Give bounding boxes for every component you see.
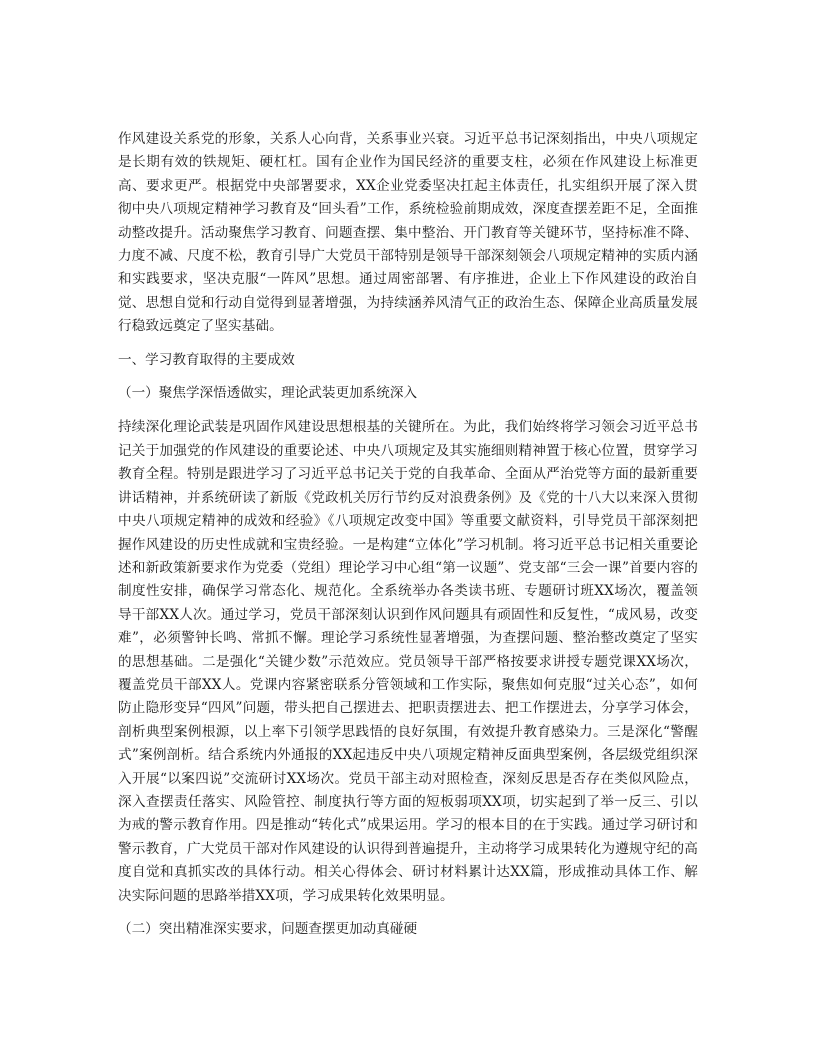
subsection-1-paragraph: 持续深化理论武装是巩固作风建设思想根基的关键所在。为此，我们始终将学习领会习近平总书记关于加强党的作风建设的重要论述、中央八项规定及其实施细则精神置于核心位置，贯穿学习教育全程。特别是跟进学习了习近平总书记关于党的自我革命、全面从严治党等方面的最新重要讲话精神，并系统研读了新版《党政机关厉行节约反对浪费条例》及《党的十八大以来深入贯彻中央八项规定精神的成效和经验》《八项规定改变中国》等重要文献资料，引导党员干部深刻把握作风建设的历史性成就和宝贵经验。一是构建“立体化”学习机制。将习近平总书记相关重要论述和新政策新要求作为党委（党组）理论学习中心组“第一议题”、党支部“三会一课”首要内容的制度性安排，确保学习常态化、规范化。全系统举办各类读书班、专题研讨班XX场次，覆盖领导干部XX人次。通过学习，党员干部深刻认识到作风问题具有顽固性和反复性，“成风易，改变难”，必须警钟长鸣、常抓不懈。理论学习系统性显著增强，为查摆问题、整治整改奠定了坚实的思想基础。二是强化“关键少数”示范效应。党员领导干部严格按要求讲授专题党课XX场次，覆盖党员干部XX人。党课内容紧密联系分管领域和工作实际，聚焦如何克服“过关心态”，如何防止隐形变异“四风”问题，带头把自己摆进去、把职责摆进去、把工作摆进去，分享学习体会，剖析典型案例根源，以上率下引领学思践悟的良好氛围，有效提升教育感染力。三是深化“警醒式”案例剖析。结合系统内外通报的XX起违反中央八项规定精神反面典型案例，各层级党组织深入开展“以案四说”交流研讨XX场次。党员干部主动对照检查，深刻反思是否存在类似风险点，深入查摆责任落实、风险管控、制度执行等方面的短板弱项XX项，切实起到了举一反三、引以为戒的警示教育作用。四是推动“转化式”成果运用。学习的根本目的在于实践。通过学习研讨和警示教育，广大党员干部对作风建设的认识得到普遍提升，主动将学习成果转化为遵规守纪的高度自觉和真抓实改的具体行动。相关心得体会、研讨材料累计达XX篇，形成推动具体工作、解决实际问题的思路举措XX项，学习成果转化效果明显。 (118, 419, 698, 904)
document-body (118, 128, 698, 941)
subsection-heading-1: （一）聚焦学深悟透做实，理论武装更加系统深入 (118, 385, 418, 402)
intro-paragraph: 作风建设关系党的形象，关系人心向背，关系事业兴衰。习近平总书记深刻指出，中央八项规定是长期有效的铁规矩、硬杠杠。国有企业作为国民经济的重要支柱，必须在作风建设上标准更高、要求更严。根据党中央部署要求，XX企业党委坚决扛起主体责任，扎实组织开展了深入贯彻中央八项规定精神学习教育及“回头看”工作，系统检验前期成效，深度查摆差距不足，全面推动整改提升。活动聚焦学习教育、问题查摆、集中整治、开门教育等关键环节，坚持标准不降、力度不减、尺度不松，教育引导广大党员干部特别是领导干部深刻领会八项规定精神的实质内涵和实践要求，坚决克服“一阵风”思想。通过周密部署、有序推进，企业上下作风建设的政治自觉、思想自觉和行动自觉得到显著增强，为持续涵养风清气正的政治生态、保障企业高质量发展行稳致远奠定了坚实基础。 (118, 131, 698, 335)
subsection-heading-2: （二）突出精准深实要求，问题查摆更加动真碰硬 (118, 921, 418, 937)
section-heading-1: 一、学习教育取得的主要成效 (118, 351, 295, 368)
